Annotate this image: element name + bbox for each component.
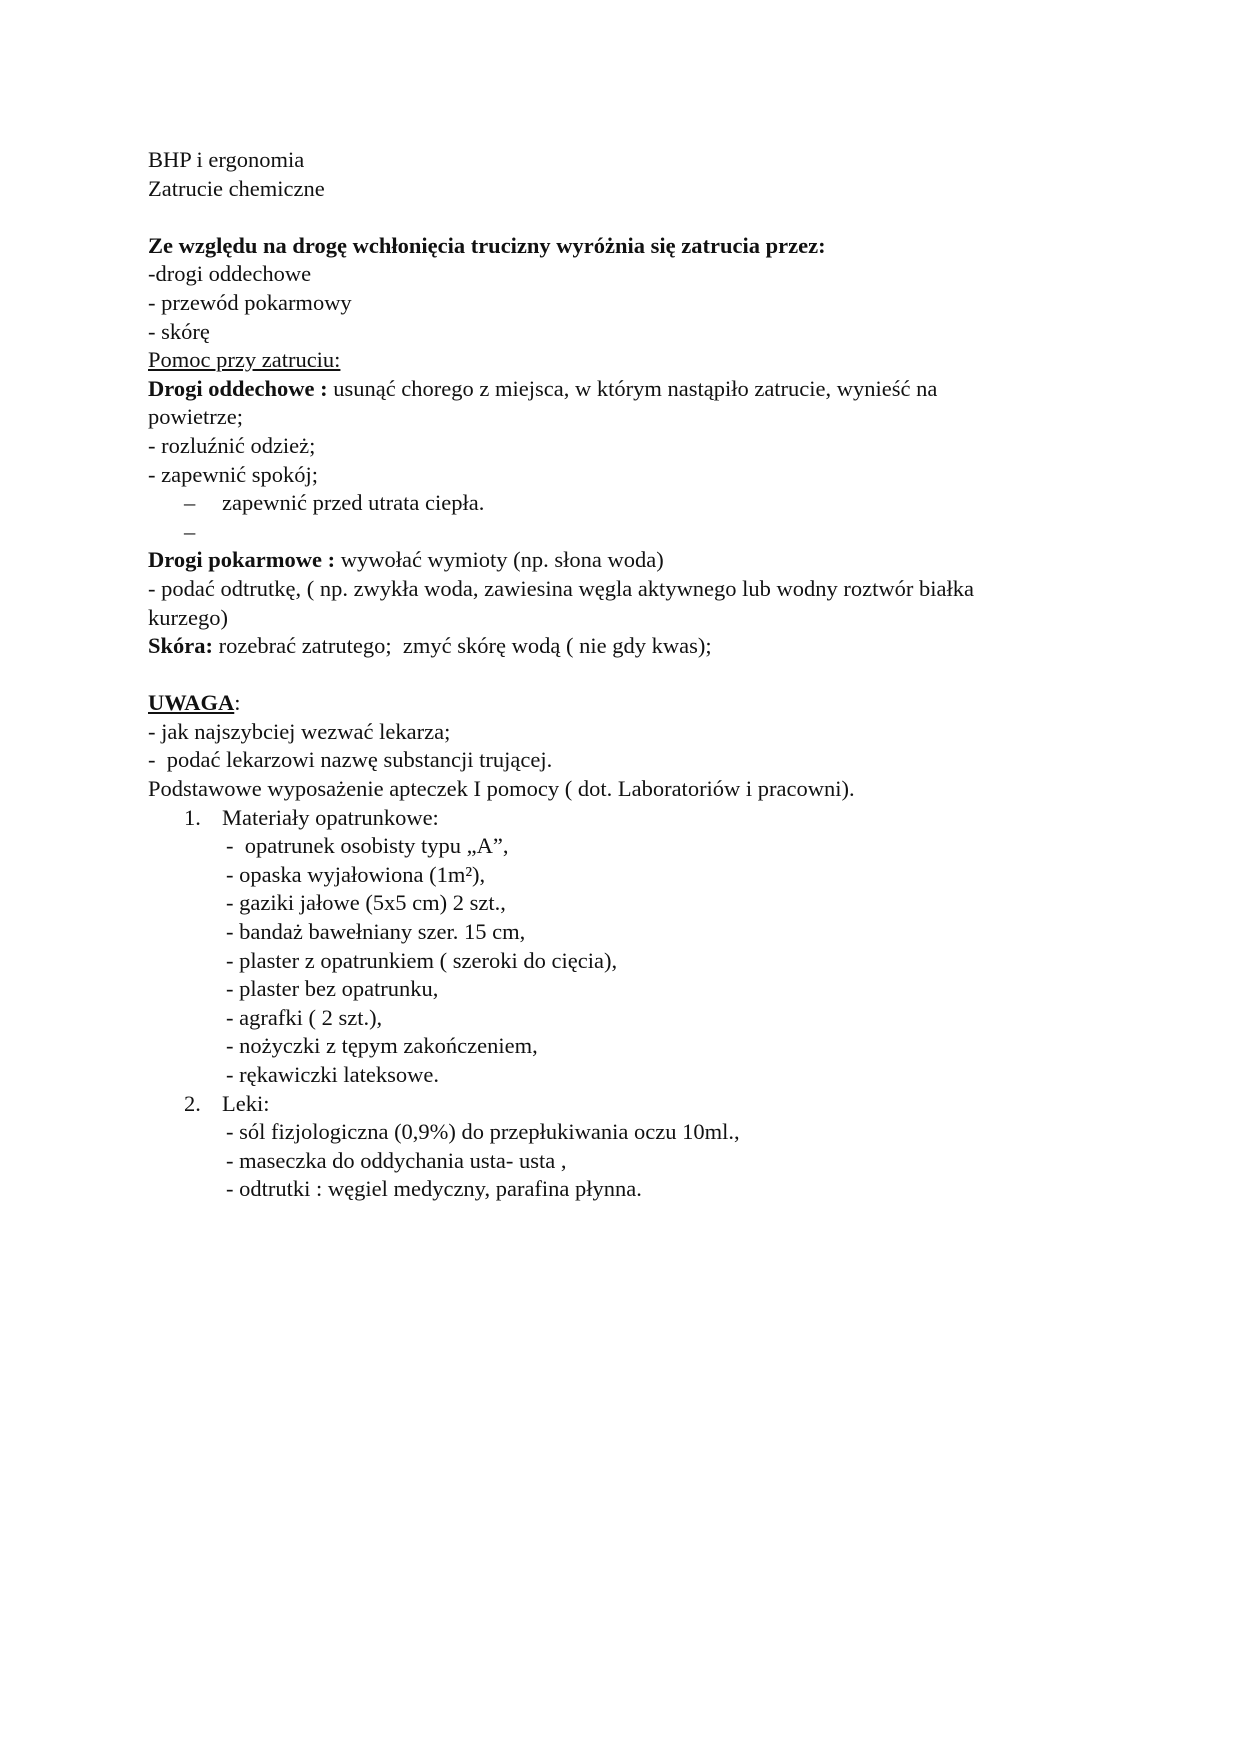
route-item: -drogi oddechowe (148, 261, 312, 287)
kit-item: - plaster z opatrunkiem ( szeroki do cięcia), (226, 947, 618, 973)
kit-section-1 (148, 804, 1108, 833)
kit-item: - plaster bez opatrunku, (226, 976, 439, 1002)
respiratory-continuation: powietrze; (148, 404, 243, 430)
dash-item-text: zapewnić przed utrata ciepła. (222, 490, 485, 516)
respiratory-paragraph (148, 375, 1108, 404)
kit-item: - opaska wyjałowiona (1m²), (226, 861, 486, 887)
kit-item: - odtrutki : węgiel medyczny, parafina płynna. (226, 1176, 642, 1202)
warning-item: - jak najszybciej wezwać lekarza; (148, 718, 451, 744)
skin-paragraph (148, 632, 1108, 661)
respiratory-item: - zapewnić spokój; (148, 461, 318, 487)
section-title: Materiały opatrunkowe: (222, 804, 439, 830)
skin-text: rozebrać zatrutego; zmyć skórę wodą ( nie gdy kwas); (213, 633, 712, 659)
digestive-text: wywołać wymioty (np. słona woda) (335, 547, 664, 573)
doc-title: Zatrucie chemiczne (148, 175, 325, 201)
doc-subject: BHP i ergonomia (148, 147, 305, 172)
dash-marker: – (184, 490, 196, 516)
dash-marker: – (184, 518, 196, 544)
respiratory-dash-item (148, 489, 1108, 518)
kit-item: - gaziki jałowe (5x5 cm) 2 szt., (226, 890, 506, 916)
digestive-line: - podać odtrutkę, ( np. zwykła woda, zawiesina węgla aktywnego lub wodny roztwór białka (148, 575, 974, 601)
blank-line (148, 203, 1108, 232)
digestive-line: kurzego) (148, 604, 228, 630)
kit-item: - bandaż bawełniany szer. 15 cm, (226, 919, 526, 945)
section-number: 1. (184, 804, 201, 830)
warning-colon: : (234, 690, 241, 716)
route-item: - skórę (148, 318, 210, 344)
kit-item: - rękawiczki lateksowe. (226, 1062, 440, 1087)
kit-item: - maseczka do oddychania usta- usta , (226, 1147, 567, 1173)
respiratory-label: Drogi oddechowe : (148, 375, 328, 401)
empty-dash-item (148, 518, 1108, 547)
routes-heading: Ze względu na drogę wchłonięcia trucizny wyróżnia się zatrucia przez: (148, 232, 826, 258)
blank-line (148, 661, 1108, 690)
route-item: - przewód pokarmowy (148, 289, 352, 315)
document-body (148, 146, 1108, 1204)
warning-item: - podać lekarzowi nazwę substancji trującej. (148, 747, 553, 773)
skin-label: Skóra: (148, 633, 214, 659)
kit-item: - opatrunek osobisty typu „A”, (226, 833, 509, 859)
digestive-paragraph (148, 546, 1108, 575)
section-title: Leki: (222, 1090, 270, 1116)
section-number: 2. (184, 1090, 201, 1116)
warning-label: UWAGA (148, 690, 235, 716)
kit-item: - agrafki ( 2 szt.), (226, 1004, 383, 1030)
kit-item: - nożyczki z tępym zakończeniem, (226, 1033, 538, 1059)
help-heading: Pomoc przy zatruciu: (148, 347, 341, 373)
kit-section-2 (148, 1090, 1108, 1119)
respiratory-item: - rozluźnić odzież; (148, 432, 316, 458)
digestive-label: Drogi pokarmowe : (148, 547, 336, 573)
warning-heading (148, 689, 1108, 718)
kit-intro: Podstawowe wyposażenie apteczek I pomocy ( dot. Laboratoriów i pracowni). (148, 776, 855, 802)
respiratory-text: usunąć chorego z miejsca, w którym nastąpiło zatrucie, wynieść na (327, 375, 938, 401)
kit-item: - sól fizjologiczna (0,9%) do przepłukiwania oczu 10ml., (226, 1119, 740, 1145)
